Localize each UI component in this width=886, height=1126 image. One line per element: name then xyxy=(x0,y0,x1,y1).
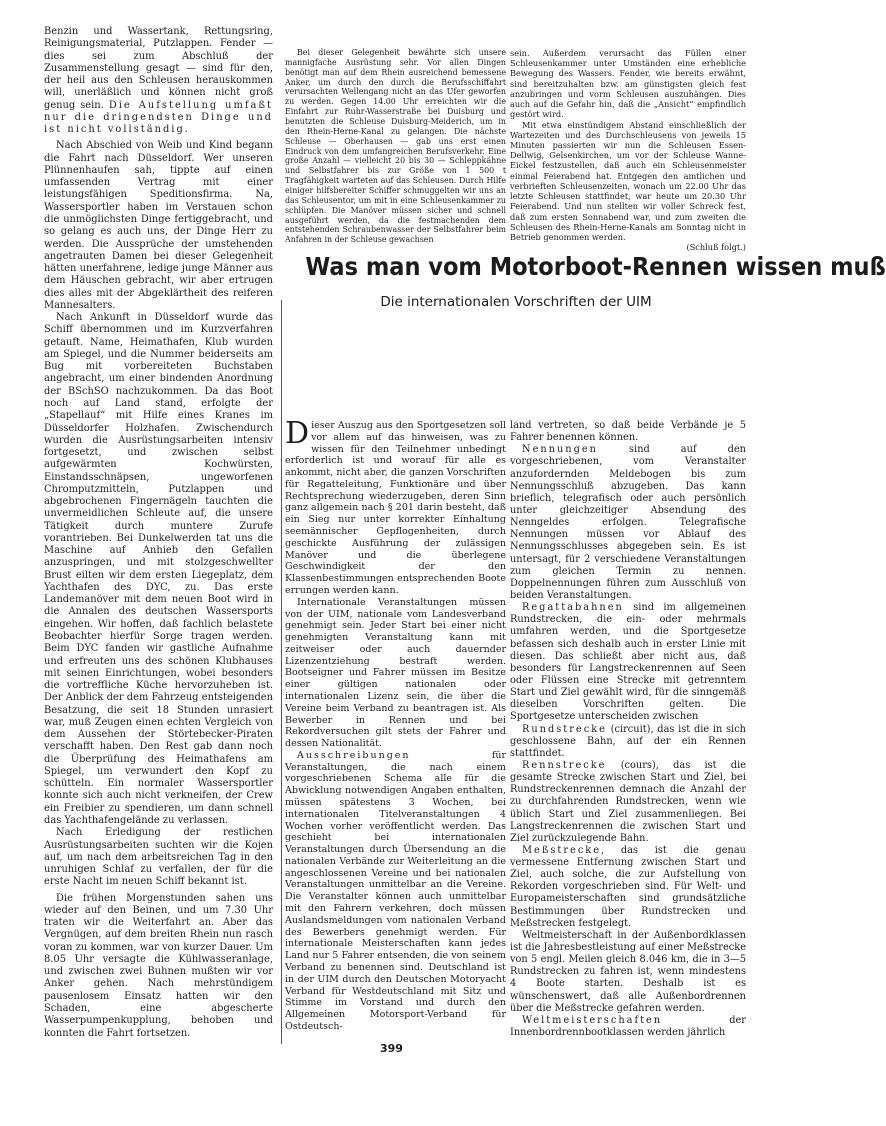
article2-paragraph: Internationale Veranstaltungen müssen von der UIM, nationale vom Landesverband genehmigt sein. Jeder Start bei einer nicht genehmigten Veranstaltung kann mit zeitweiser oder auch dauernder Lizenzentziehung bestraft werden. Bootseigner und Fahrer müssen im Besitze einer gültigen nationalen oder internationalen Lizenz sein, die über die Vereine beim Verband zu beantragen ist. Als Bewerber in Rennen und bei Rekordversuchen gilt stets der Fahrer und dessen Nationalität. xyxy=(285,596,506,750)
article2-subheadline: Die internationalen Vorschriften der UIM xyxy=(380,294,652,310)
article2-paragraph: Weltmeisterschaft in der Außenbordklassen ist die Jahresbestleistung auf einer Meßstrecke von 5 engl. Meilen gleich 8.046 km, die in 3—5 Rundstrecken zu fahren ist, wenn mindestens 4 Boote starten. Deshalb ist es wünschenswert, daß alle Außenbordrennen über die Meßstrecke gefahren werden. xyxy=(510,929,746,1014)
article2-paragraph: Ausschreibungen für Veranstaltungen, die nach einem vorgeschriebenen Schema alle für die Abwicklung notwendigen Angaben enthalten, müssen spätestens 3 Wochen, bei internationalen Titelveranstaltungen 4 Wochen vorher veröffentlicht werden. Das geschieht bei internationalen Veranstaltungen durch Übersendung an die nationalen Verbände zur Weiterleitung an die angeschlossenen Vereine und bei nationalen Veranstaltungen unmittelbar an die Vereine. Die Veranstalter können auch unmittelbar mit den Fahrern verkehren, doch müssen Auslandsmeldungen vom nationalen Verband des Bewerbers genehmigt werden. Für internationale Meisterschaften kann jedes Land nur 5 Fahrer entsenden, die von seinem Verband zu benennen sind. Deutschland ist in der UIM durch den Deutschen Motoryacht Verband für Westdeutschland mit Sitz und Stimme im Vorstand und durch den Allgemeinen Motorsport-Verband für Ostdeutsch- xyxy=(285,749,506,1032)
article1-column-3 xyxy=(510,48,746,252)
article2-paragraph: Regattabahnen sind im allgemeinen Rundstrecken, die ein- oder mehrmals umfahren werden, und die Sportgesetze befassen sich deshalb auch in erster Linie mit diesen. Das schließt aber nicht aus, daß besonders für Langstreckenrennen auf Seen oder Flüssen eine Strecke mit getrenntem Start und Ziel gewählt wird, für die sinngemäß dieselben Vorschriften gelten. Die Sportgesetze unterscheiden zwischen xyxy=(510,602,746,723)
article1-paragraph: Mit etwa einstündigem Abstand einschließlich der Wartezeiten und des Durchschleusens von jeweils 15 Minuten passierten wir nun die Schleusen Essen-Dellwig, Gelsenkirchen, um vor der Schleuse Wanne-Eickel festzustellen, daß auch ein Schleusenmeister einmal Feierabend hat. Entgegen den amtlichen und verbrieften Schleusenzeiten, wonach um 22.00 Uhr das letzte Schleusen stattfindet, war heute um 20.30 Uhr Feierabend. Und nun stellten wir voller Schreck fest, daß zum ersten Sonnabend war, und zum zweiten die Schleusen des Rhein-Herne-Kanals am Sonntag nicht in Betrieb genommen werden. xyxy=(510,119,746,242)
article1-paragraph: sein. Außerdem verursacht das Füllen einer Schleusenkammer unter Umständen eine erhebliche Bewegung des Wassers. Fender, wie bereits erwähnt, sind bereitzuhalten bzw. am günstigsten gleich fest anzubringen und vorm Schleusen auszuhängen. Dies auch auf die Gefahr hin, daß die „Ansicht“ empfindlich gestört wird. xyxy=(510,48,746,120)
article1-paragraph: Die frühen Morgenstunden sahen uns wieder auf den Beinen, und um 7.30 Uhr traten wir die Weiterfahrt an. Aber das Vergnügen, auf dem breiten Rhein nun rasch voran zu kommen, war von kurzer Dauer. Um 8.05 Uhr versagte die Kühlwasseranlage, und zwischen zwei Buhnen mußten wir vor Anker gehen. Nach mehrstündigem pausenlosem Einsatz hatten wir den Schaden, eine abgescherte Wasserpumpenkupplung, behoben und konnten die Fahrt fortsetzen. xyxy=(44,892,273,1039)
article1-paragraph: Bei dieser Gelegenheit bewährte sich unsere mannigfache Ausrüstung sehr. Vor allen Dingen benötigt man auf dem Rhein ausreichend bemessene Anker, um durch den durch die Berufsschiffahrt verursachten Wellengang nicht an das Ufer geworfen zu werden. Gegen 14.00 Uhr erreichten wir die Einfahrt zur Ruhr-Wasserstraße bei Duisburg und benutzten die Schleuse Duisburg-Meiderich, um in den Rhein-Herne-Kanal zu gelangen. Die nächste Schleuse — Oberhausen — gab uns erst einen Eindruck von dem umfangreichen Berufsverkehr. Eine große Anzahl — vielleicht 20 bis 30 — Schleppkähne und Selbstfahrer bis zur Größe von 1 500 t Tragfähigkeit warteten auf das Schleusen. Durch Hilfe einiger hilfsbereiter Schiffer schmuggelten wir uns an das Schleusentor, um mit in eine Schleusenkammer zu schlüpfen. Die Manöver müssen sicher und schnell ausgeführt werden, da die festmachenden dem entstehenden Schraubenwasser der Selbstfahrer beim Anfahren in der Schleuse gewachsen xyxy=(285,48,506,245)
article2-paragraph: Meßstrecke, das ist die genau vermessene Entfernung zwischen Start und Ziel, auch solche, die zur Aufstellung von Rekorden vorgeschrieben sind. Für Welt- und Europameisterschaften sind grundsätzliche Bestimmungen über Rundstrecken und Meßstrecken festgelegt. xyxy=(510,844,746,929)
article2-paragraph: Rundstrecke (circuit), das ist die in sich geschlossene Bahn, auf der ein Rennen stattfindet. xyxy=(510,723,746,759)
article1-paragraph: Nach Ankunft in Düsseldorf wurde das Schiff übernommen und im Kurzverfahren getauft. Name, Heimathafen, Klub wurden am Spiegel, und die Nummer beiderseits am Bug mit vorbereiteten Buchstaben angebracht, um einer bindenden Anordnung der BSchSO nachzukommen. Da das Boot noch auf Land stand, erfolgte der „Stapellauf“ mit Hilfe eines Kranes im Düsseldorfer Holzhafen. Zwischendurch wurden die Ausrüstungsarbeiten intensiv fortgesetzt, und zwischen selbst aufgewärmten Kochwürsten, Einstandsschnäpsen, ungeworfenen Chromputzmitteln, Putzlappen und abgebrochenen Fingernägeln tauchten die unvermeidlichen Schleute auf, die unsere Tätigkeit durch muntere Zurufe vorantrieben. Bei Dunkelwerden tat uns die Maschine auf Anhieb den Gefallen anzuspringen, und mit stolzgeschwellter Brust eilten wir dem ersten Liegeplatz, dem Yachthafen des DYC, zu. Das erste Landemanöver mit dem neuen Boot wird in die Annalen des deutschen Wassersports eingehen. Wir hoffen, daß fachlich belastete Beobachter hierfür Sorge tragen werden. Beim DYC fanden wir gastliche Aufnahme und erfreuten uns des schönen Klubhauses mit seinen Einrichtungen, wobei besonders die vortreffliche Küche hervorzuheben ist. Der Anblick der dem Fahrzeug entsteigenden Besatzung, die seit 18 Stunden unrasiert war, muß Zeugen einen echten Vergleich von dem Aussehen der Störtebecker-Piraten verschafft haben. Den Rest gab dann noch die Überprüfung des Heimathafens am Spiegel, um verwundert den Kopf zu schütteln. Ein normaler Wassersportler konnte sich auch nicht verkneifen, der Crew ein Freibier zu spendieren, um dann schnell das Yachthafengelände zu verlassen. xyxy=(44,312,273,826)
article2-headline: Was man vom Motorboot-Rennen wissen muß xyxy=(305,252,886,281)
page-number: 399 xyxy=(380,1042,403,1055)
article1-column-1 xyxy=(44,26,273,1040)
article2-intro: Dieser Auszug aus den Sportgesetzen soll vor allem auf das hinweisen, was zu wissen für den Teilnehmer unbedingt erforderlich ist und worauf für alle es ankommt, nicht aber, die ganzen Vorschriften für Regatteleitung, Funktionäre und über Rechtsprechung wiederzugeben, deren Sinn ganz allgemein nach § 201 darin besteht, daß ein Sieg nur unter korrekter Einhaltung seemännischer Gepflogenheiten, durch geschickte Ausführung der zulässigen Manöver und die überlegene Geschwindigkeit der den Klassenbestimmungen entsprechenden Boote errungen werden kann. xyxy=(285,416,506,596)
article2-paragraph: land vertreten, so daß beide Verbände je 5 Fahrer benennen können. xyxy=(510,420,746,444)
article1-paragraph: Benzin und Wassertank, Rettungsring, Reinigungsmaterial, Putzlappen. Fender — dies sei zum Abschluß der Zusammenstellung gesagt — sind für den, der heil aus den Schleusen herauskommen will, unerläßlich und können nicht groß genug sein. Die Aufstellung umfaßt nur die dringendsten Dinge und ist nicht vollständig. xyxy=(44,26,273,136)
article2-column-1 xyxy=(285,416,506,1033)
article2-dropcap: D xyxy=(285,416,310,451)
article1-closing: (Schluß folgt.) xyxy=(686,242,746,253)
article1-paragraph: Nach Abschied von Weib und Kind begann die Fahrt nach Düsseldorf. Wer unseren Plünnenhaufen sah, tippte auf einen umfassenden Vertrag mit einer leistungsfähigen Speditionsfirma. Na, Wassersportler haben im Verstauen schon die unmöglichsten Dinge fertiggebracht, und so gelang es auch uns, der Dinge Herr zu werden. Die Aussprüche der umstehenden angetrauten Damen bei dieser Gelegenheit hätten unerfahrene, ledige junge Männer aus dem Häuschen gebracht, wir aber ertrugen dies alles mit der Abgeklärtheit des reiferen Mannesalters. xyxy=(44,140,273,311)
article1-column-2 xyxy=(285,48,506,245)
column-divider xyxy=(281,300,282,1044)
article2-column-2 xyxy=(510,420,746,1039)
article1-spaced-sentence: Die Aufstellung umfaßt nur die dringendsten Dinge und ist nicht vollständig. xyxy=(44,99,273,136)
article1-paragraph: Nach Erledigung der restlichen Ausrüstungsarbeiten suchten wir die Kojen auf, um nach dem arbeitsreichen Tag in den unruhigen Schlaf zu verfallen, der für die erste Nacht im neuen Schiff bekannt ist. xyxy=(44,827,273,888)
article2-paragraph: Nennungen sind auf den vorgeschriebenen, vom Veranstalter anzufordernden Meldebogen bis zum Nennungsschluß abzugeben. Das kann brieflich, telegrafisch oder auch persönlich unter gleichzeitiger Absendung des Nenngeldes erfolgen. Telegrafische Nennungen müssen vor Ablauf des Nennungsschlusses abgegeben sein. Es ist untersagt, für 2 verschiedene Veranstaltungen zum gleichen Termin zu nennen. Doppelnennungen führen zum Ausschluß von beiden Veranstaltungen. xyxy=(510,444,746,601)
article2-paragraph: Rennstrecke (cours), das ist die gesamte Strecke zwischen Start und Ziel, bei Rundstreckenrennen demnach die Anzahl der zu durchfahrenden Rundstrecken, wenn wie üblich Start und Ziel zusammenliegen. Bei Langstreckenrennen die zwischen Start und Ziel zurückzulegende Bahn. xyxy=(510,759,746,844)
article2-paragraph: Weltmeisterschaften der Innenbordrennbootklassen werden jährlich xyxy=(510,1014,746,1039)
